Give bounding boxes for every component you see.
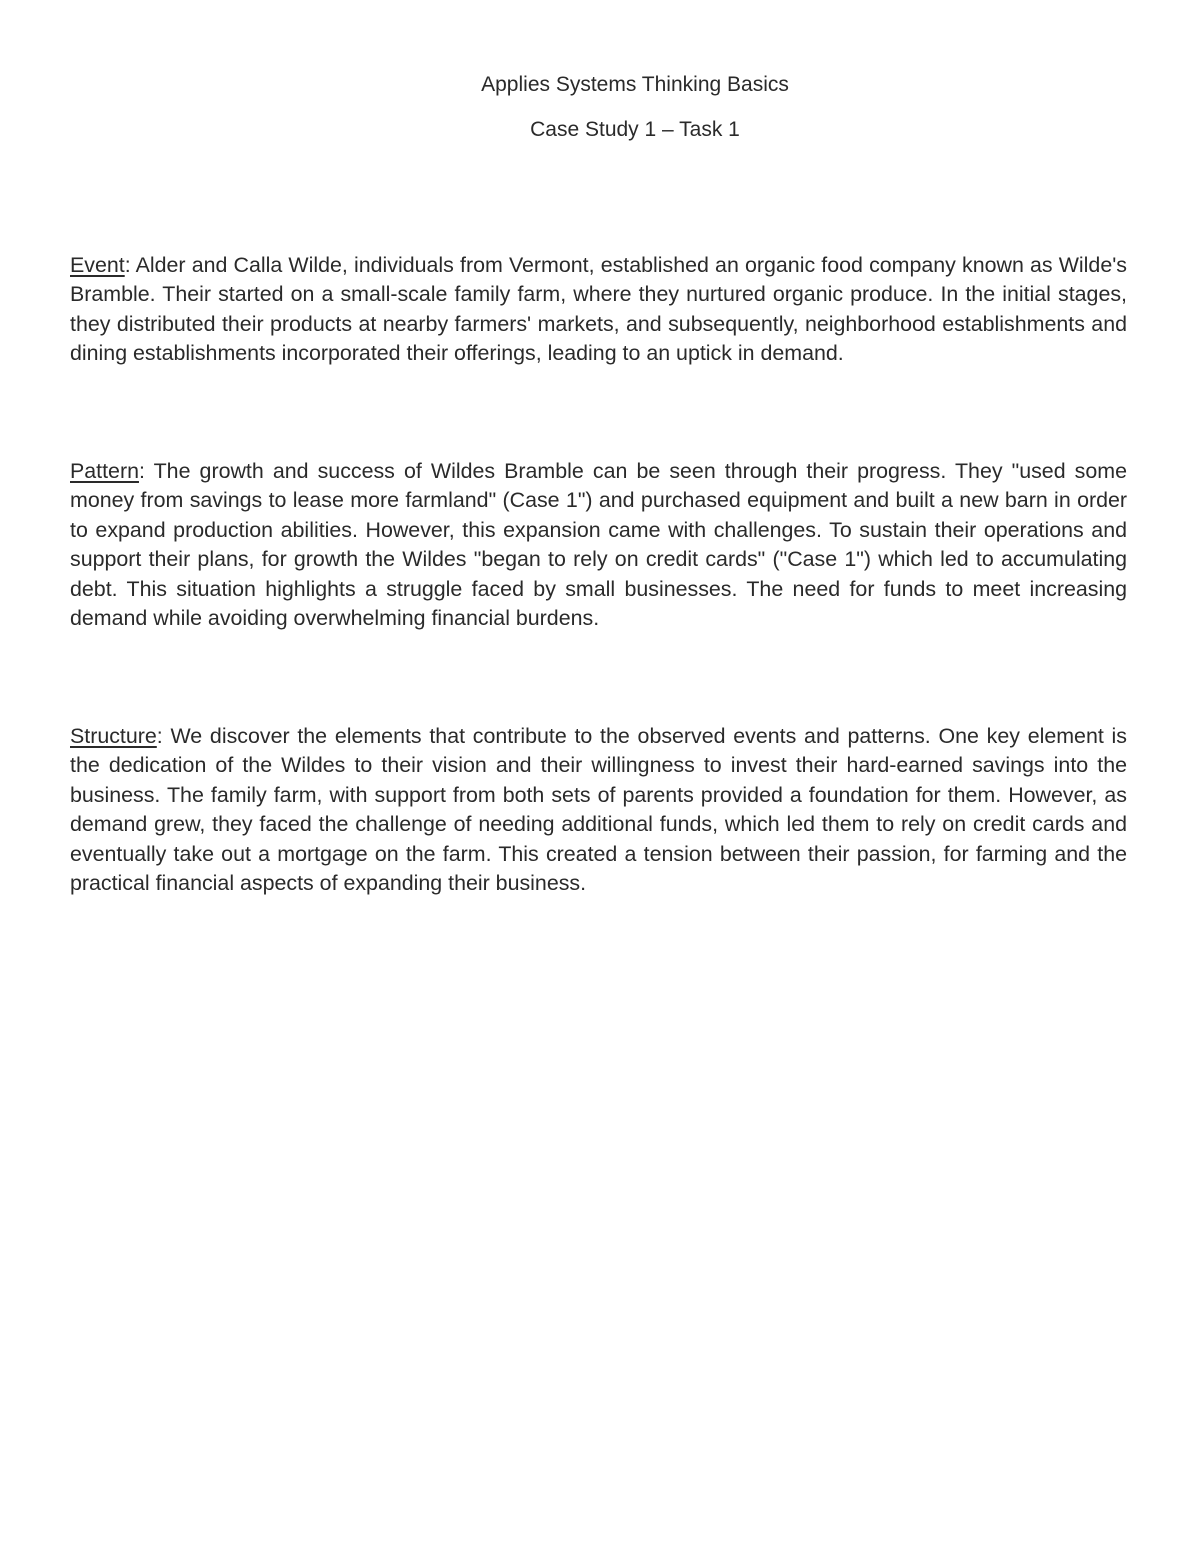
structure-label: Structure [70, 724, 157, 748]
structure-paragraph [70, 722, 1127, 898]
pattern-text: : The growth and success of Wildes Bramble can be seen through their progress. They "used some money from savings to lease more farmland" (Case 1") and purchased equipment and built a new barn in order to expand production abilities. However, this expansion came with challenges. To sustain their operations and support their plans, for growth the Wildes "began to rely on credit cards" ("Case 1") which led to accumulating debt. This situation highlights a struggle faced by small businesses. The need for funds to meet increasing demand while avoiding overwhelming financial burdens. [70, 459, 1127, 631]
document-subtitle: Case Study 1 – Task 1 [530, 118, 740, 141]
event-paragraph [70, 251, 1127, 369]
pattern-paragraph [70, 457, 1127, 633]
event-label: Event [70, 253, 125, 277]
pattern-label: Pattern [70, 459, 139, 483]
event-text: : Alder and Calla Wilde, individuals from Vermont, established an organic food company known as Wilde's Bramble. Their started on a small-scale family farm, where they nurtured organic produce. In the initial stages, they distributed their products at nearby farmers' markets, and subsequently, neighborhood establishments and dining establishments incorporated their offerings, leading to an uptick in demand. [70, 253, 1127, 366]
document-title: Applies Systems Thinking Basics [481, 73, 789, 96]
structure-text: : We discover the elements that contribute to the observed events and patterns. One key element is the dedication of the Wildes to their vision and their willingness to invest their hard-earned savings into the business. The family farm, with support from both sets of parents provided a foundation for them. However, as demand grew, they faced the challenge of needing additional funds, which led them to rely on credit cards and eventually take out a mortgage on the farm. This created a tension between their passion, for farming and the practical financial aspects of expanding their business. [70, 724, 1127, 896]
